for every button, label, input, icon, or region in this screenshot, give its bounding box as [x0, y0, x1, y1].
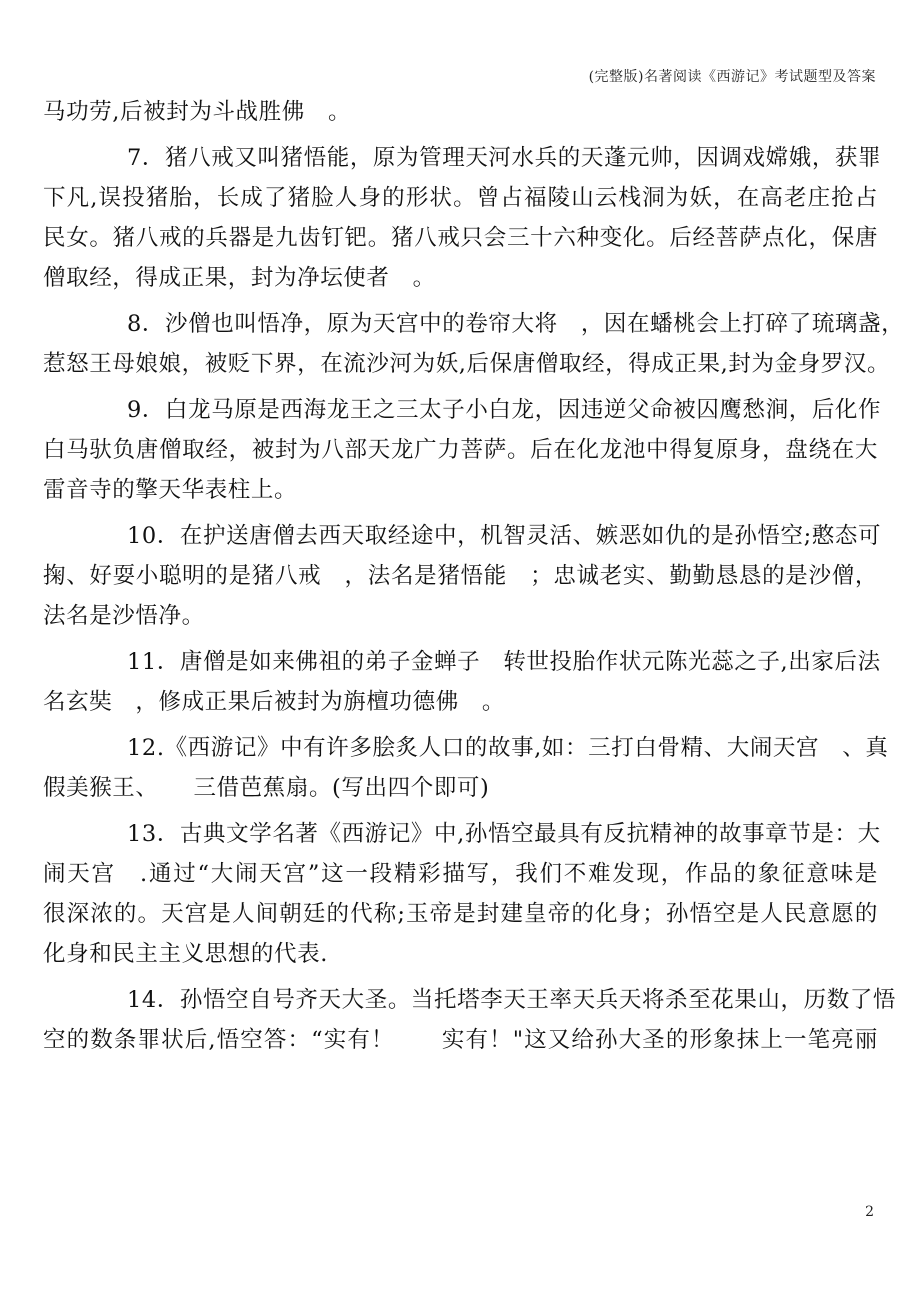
paragraph-item-10: [43, 516, 882, 636]
paragraph-line: 化身和民主主义思想的代表.: [43, 941, 328, 967]
paragraph-item-14: [43, 980, 897, 1060]
paragraph-item-9: [43, 390, 882, 510]
paragraph-line: 白马驮负唐僧取经，被封为八部天龙广力菩萨。后在化龙池中得复原身，盘绕在大: [43, 437, 878, 463]
paragraph-line: 空的数条罪状后,悟空答：“实有！ 实有！"这又给孙大圣的形象抹上一笔亮丽: [43, 1027, 878, 1053]
paragraph-line: 11．唐僧是如来佛祖的弟子金蝉子 转世投胎作状元陈光蕊之子,出家后法: [127, 649, 881, 675]
paragraph-line: 10．在护送唐僧去西天取经途中，机智灵活、嫉恶如仇的是孙悟空;憨态可: [127, 523, 882, 549]
paragraph-line: 假美猴王、 三借芭蕉扇。(写出四个即可): [43, 775, 490, 801]
document-header: (完整版)名著阅读《西游记》考试题型及答案: [588, 69, 876, 85]
paragraph-item-7: [43, 138, 882, 298]
paragraph-item-11: [43, 642, 881, 722]
paragraph-line: 民女。猪八戒的兵器是九齿钉钯。猪八戒只会三十六种变化。后经菩萨点化，保唐: [43, 225, 878, 251]
paragraph-line: 7．猪八戒又叫猪悟能，原为管理天河水兵的天蓬元帅，因调戏嫦娥，获罪: [127, 145, 882, 171]
paragraph-line: 很深浓的。天宫是人间朝廷的代称;玉帝是封建皇帝的化身；孙悟空是人民意愿的: [43, 901, 878, 927]
paragraph-line: 下凡,误投猪胎，长成了猪脸人身的形状。曾占福陵山云栈洞为妖，在高老庄抢占: [43, 185, 878, 211]
document-body: [43, 92, 905, 1066]
paragraph-item-13: [43, 814, 881, 974]
paragraph-line: 惹怒王母娘娘，被贬下界，在流沙河为妖,后保唐僧取经，得成正果,封为金身罗汉。: [43, 351, 891, 377]
page-number: 2: [865, 1204, 874, 1220]
paragraph-line: 13．古典文学名著《西游记》中,孙悟空最具有反抗精神的故事章节是：大: [127, 821, 881, 847]
paragraph-continuation: [43, 92, 878, 132]
paragraph-line: 闹天宫 .通过“大闹天宫”这一段精彩描写，我们不难发现，作品的象征意味是: [43, 861, 878, 887]
paragraph-line: 8．沙僧也叫悟净，原为天宫中的卷帘大将 ，因在蟠桃会上打碎了琉璃盏，: [127, 311, 905, 337]
paragraph-item-8: [43, 304, 905, 384]
paragraph-line: 9．白龙马原是西海龙王之三太子小白龙，因违逆父命被囚鹰愁涧，后化作: [127, 397, 882, 423]
paragraph-item-12: [43, 728, 889, 808]
paragraph-line: 法名是沙悟净。: [43, 603, 205, 629]
paragraph-line: 14．孙悟空自号齐天大圣。当托塔李天王率天兵天将杀至花果山，历数了悟: [127, 987, 897, 1013]
paragraph-line: 马功劳,后被封为斗战胜佛 。: [43, 99, 352, 125]
paragraph-line: 名玄奘 ，修成正果后被封为旃檀功德佛 。: [43, 689, 506, 715]
paragraph-line: 12.《西游记》中有许多脍炙人口的故事,如：三打白骨精、大闹天宫 、真: [127, 735, 889, 761]
paragraph-line: 僧取经，得成正果，封为净坛使者 。: [43, 265, 436, 291]
paragraph-line: 掬、好耍小聪明的是猪八戒 ，法名是猪悟能 ；忠诚老实、勤勤恳恳的是沙僧，: [43, 563, 878, 589]
paragraph-line: 雷音寺的擎天华表柱上。: [43, 477, 298, 503]
